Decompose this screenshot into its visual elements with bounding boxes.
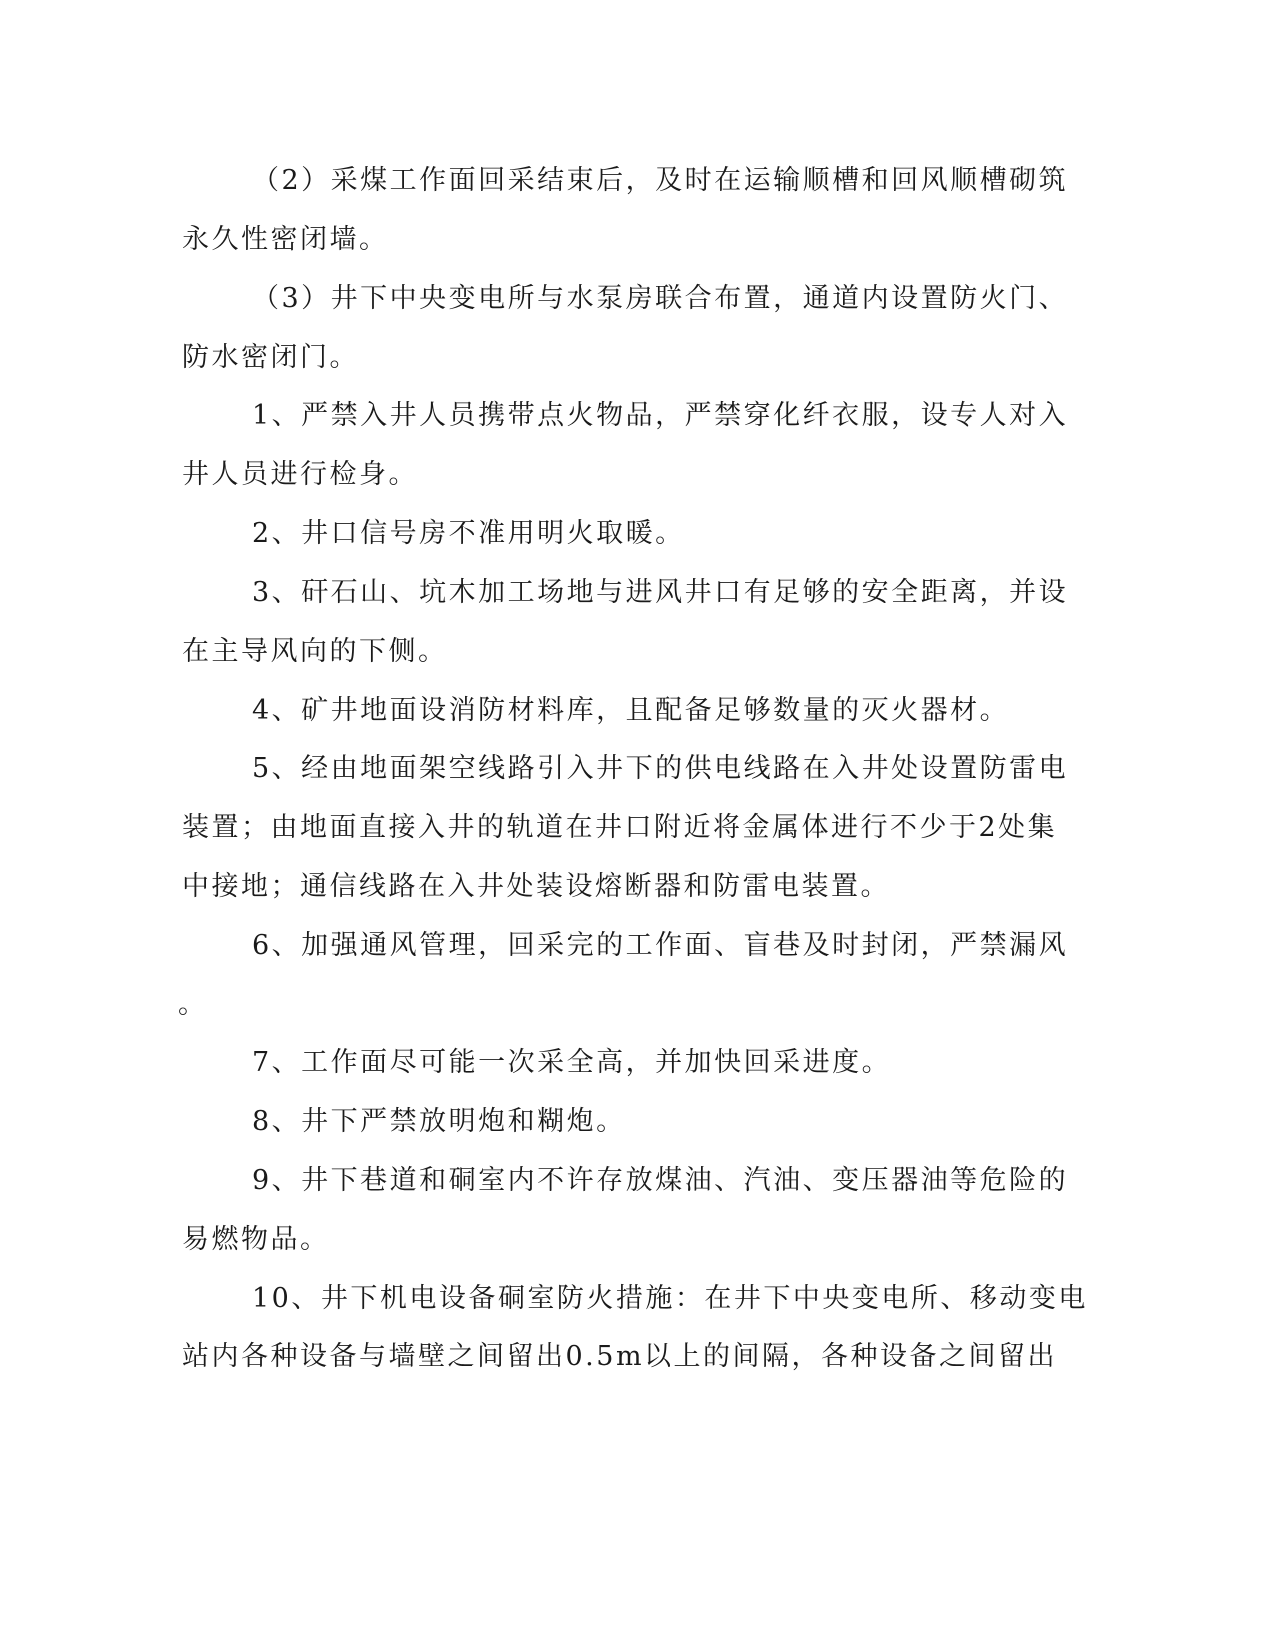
paragraph-line: 2、井口信号房不准用明火取暖。 xyxy=(252,518,685,549)
paragraph-line: 中接地；通信线路在入井处装设熔断器和防雷电装置。 xyxy=(182,871,890,902)
paragraph-line: （2）采煤工作面回采结束后，及时在运输顺槽和回风顺槽砌筑 xyxy=(252,165,1069,196)
paragraph-line: 装置；由地面直接入井的轨道在井口附近将金属体进行不少于2处集 xyxy=(182,812,1058,843)
paragraph-line: 在主导风向的下侧。 xyxy=(182,636,448,667)
paragraph-line: 3、矸石山、坑木加工场地与进风井口有足够的安全距离，并设 xyxy=(252,577,1069,608)
paragraph-line: 7、工作面尽可能一次采全高，并加快回采进度。 xyxy=(252,1047,892,1078)
paragraph-line: 。 xyxy=(178,989,208,1020)
paragraph-line: 6、加强通风管理，回采完的工作面、盲巷及时封闭，严禁漏风 xyxy=(252,930,1069,961)
paragraph-line: 防水密闭门。 xyxy=(182,342,359,373)
paragraph-line: 5、经由地面架空线路引入井下的供电线路在入井处设置防雷电 xyxy=(252,753,1069,784)
paragraph-line: 10、井下机电设备硐室防火措施：在井下中央变电所、移动变电 xyxy=(252,1283,1088,1314)
paragraph-line: 永久性密闭墙。 xyxy=(182,224,389,255)
paragraph-line: 8、井下严禁放明炮和糊炮。 xyxy=(252,1106,626,1137)
paragraph-line: 站内各种设备与墙壁之间留出0.5m以上的间隔，各种设备之间留出 xyxy=(182,1341,1058,1372)
paragraph-line: 9、井下巷道和硐室内不许存放煤油、汽油、变压器油等危险的 xyxy=(252,1165,1069,1196)
paragraph-line: 4、矿井地面设消防材料库，且配备足够数量的灭火器材。 xyxy=(252,695,1010,726)
paragraph-line: 井人员进行检身。 xyxy=(182,459,418,490)
paragraph-line: （3）井下中央变电所与水泵房联合布置，通道内设置防火门、 xyxy=(252,283,1069,314)
paragraph-line: 1、严禁入井人员携带点火物品，严禁穿化纤衣服，设专人对入 xyxy=(252,400,1069,431)
paragraph-line: 易燃物品。 xyxy=(182,1224,330,1255)
